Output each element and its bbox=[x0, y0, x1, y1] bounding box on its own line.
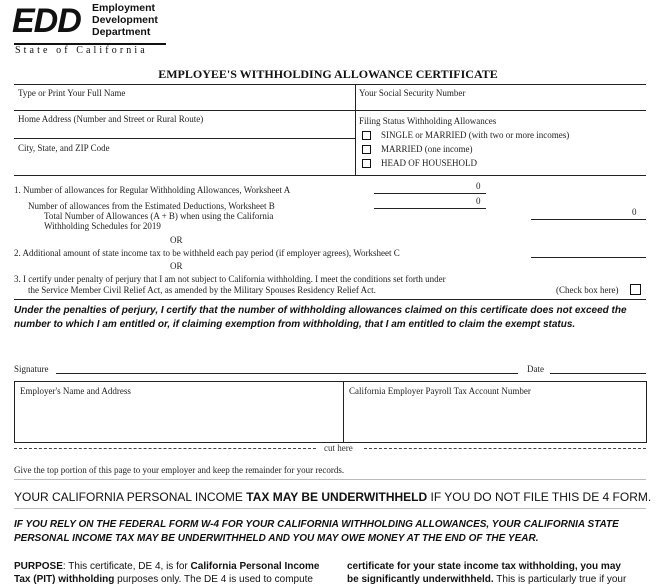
purpose-left-line-2 bbox=[14, 573, 334, 586]
home-address-label: Home Address (Number and Street or Rural Route) bbox=[18, 114, 204, 124]
line-3-label-b: the Service Member Civil Relief Act, as amended by the Military Spouses Residency Relief Act. bbox=[28, 285, 376, 295]
employer-account-label: California Employer Payroll Tax Account Number bbox=[349, 386, 531, 396]
purpose-bold-1: California Personal Income bbox=[190, 561, 320, 572]
line-1b-value[interactable]: 0 bbox=[476, 196, 481, 206]
edd-logo: EDD bbox=[12, 2, 81, 40]
underwithheld-notice bbox=[14, 490, 651, 504]
give-instruction: Give the top portion of this page to your employer and keep the remainder for your records. bbox=[14, 465, 345, 475]
line-1b-label: Number of allowances from the Estimated Deductions, Worksheet B bbox=[28, 201, 275, 211]
filing-hoh-label: HEAD OF HOUSEHOLD bbox=[381, 158, 477, 168]
notice-pre: YOUR CALIFORNIA PERSONAL INCOME bbox=[14, 490, 247, 504]
line-3-label-a: 3. I certify under penalty of perjury that I am not subject to California withholding. I meet the conditions set forth under bbox=[14, 274, 446, 284]
purpose-text-1: : This certificate, DE 4, is for bbox=[62, 561, 191, 572]
line-1c-label-b: Withholding Schedules for 2019 bbox=[44, 221, 161, 231]
exempt-checkbox[interactable] bbox=[630, 284, 641, 295]
purpose-right-bold-2: be significantly underwithheld. bbox=[347, 574, 494, 585]
line-1b-field bbox=[374, 208, 486, 209]
notice-rule bbox=[14, 508, 646, 509]
full-name-label: Type or Print Your Full Name bbox=[18, 88, 126, 98]
line-1-field bbox=[374, 193, 486, 194]
city-label: City, State, and ZIP Code bbox=[18, 143, 110, 153]
line-2-field[interactable] bbox=[531, 257, 646, 258]
line-1-value[interactable]: 0 bbox=[476, 181, 481, 191]
w4-warning: IF YOU RELY ON THE FEDERAL FORM W-4 FOR YOUR CALIFORNIA WITHHOLDING ALLOWANCES, YOUR CALIFORNIA STATE PERSONAL INCOME TAX MAY BE UNDERWITHHELD AND YOU MAY OWE MONEY AT THE END OF THE YEAR. bbox=[14, 519, 619, 544]
filing-hoh-checkbox[interactable] bbox=[362, 159, 371, 168]
employer-divider bbox=[343, 381, 344, 443]
ssn-divider bbox=[355, 84, 356, 176]
top-rule bbox=[14, 84, 646, 85]
check-box-label: (Check box here) bbox=[556, 285, 619, 295]
purpose-right-line-2 bbox=[347, 573, 647, 586]
filing-single-checkbox[interactable] bbox=[362, 131, 371, 140]
line-1c-field bbox=[531, 219, 646, 220]
purpose-right-line-1 bbox=[347, 560, 647, 573]
logo-department-name bbox=[92, 2, 158, 38]
purpose-right-column bbox=[347, 560, 647, 586]
cut-dash-right bbox=[364, 448, 646, 449]
purpose-left-line-1 bbox=[14, 560, 334, 573]
line-2-label: 2. Additional amount of state income tax to be withheld each pay period (if employer agrees), Worksheet C bbox=[14, 248, 400, 258]
notice-post: IF YOU DO NOT FILE THIS DE 4 FORM. bbox=[427, 490, 652, 504]
or-1: OR bbox=[170, 235, 183, 245]
notice-bold: TAX MAY BE UNDERWITHHELD bbox=[246, 490, 428, 504]
signature-field[interactable] bbox=[56, 373, 518, 374]
purpose-right-text-2: This is particularly true if your bbox=[493, 574, 627, 585]
cut-dash-left bbox=[14, 448, 316, 449]
logo-line-3: Department bbox=[92, 26, 151, 38]
cut-line bbox=[14, 443, 644, 455]
purpose-label: PURPOSE bbox=[14, 561, 63, 572]
date-label: Date bbox=[527, 364, 544, 374]
purpose-bold-2: Tax (PIT) withholding bbox=[14, 574, 115, 585]
date-field[interactable] bbox=[550, 373, 646, 374]
purpose-left-column bbox=[14, 560, 334, 586]
logo-line-1: Employment bbox=[92, 2, 156, 14]
filing-status-heading: Filing Status Withholding Allowances bbox=[359, 116, 497, 126]
line-1-label: 1. Number of allowances for Regular Withholding Allowances, Worksheet A bbox=[14, 185, 291, 195]
form-title: EMPLOYEE'S WITHHOLDING ALLOWANCE CERTIFICATE bbox=[158, 67, 498, 81]
row-rule-1 bbox=[14, 110, 646, 111]
or-2: OR bbox=[170, 261, 183, 271]
penalty-top-rule bbox=[14, 299, 646, 300]
purpose-right-bold-1: certificate for your state income tax withholding, you may bbox=[347, 561, 621, 572]
row-rule-3 bbox=[14, 175, 646, 176]
filing-single-label: SINGLE or MARRIED (with two or more incomes) bbox=[381, 130, 570, 140]
line-1c-value[interactable]: 0 bbox=[632, 207, 637, 217]
line-1c-label-a: Total Number of Allowances (A + B) when using the California bbox=[44, 211, 274, 221]
filing-married-checkbox[interactable] bbox=[362, 145, 371, 154]
logo-state: State of California bbox=[15, 45, 148, 56]
employer-name-label: Employer's Name and Address bbox=[20, 386, 131, 396]
logo-line-2: Development bbox=[92, 14, 158, 26]
row-rule-2 bbox=[14, 138, 356, 139]
purpose-text-2: purposes only. The DE 4 is used to compute bbox=[114, 574, 313, 585]
signature-label: Signature bbox=[14, 364, 49, 374]
penalty-statement: Under the penalties of perjury, I certify that the number of withholding allowances claimed on this certificate does not exceed the number to which I am entitled or, if claiming exemption from withholding, that I am entitled to claim the exempt status. bbox=[14, 305, 627, 330]
ssn-label: Your Social Security Number bbox=[359, 88, 466, 98]
instruction-rule bbox=[14, 479, 646, 480]
filing-married-label: MARRIED (one income) bbox=[381, 144, 473, 154]
cut-here-label: cut here bbox=[324, 443, 353, 453]
